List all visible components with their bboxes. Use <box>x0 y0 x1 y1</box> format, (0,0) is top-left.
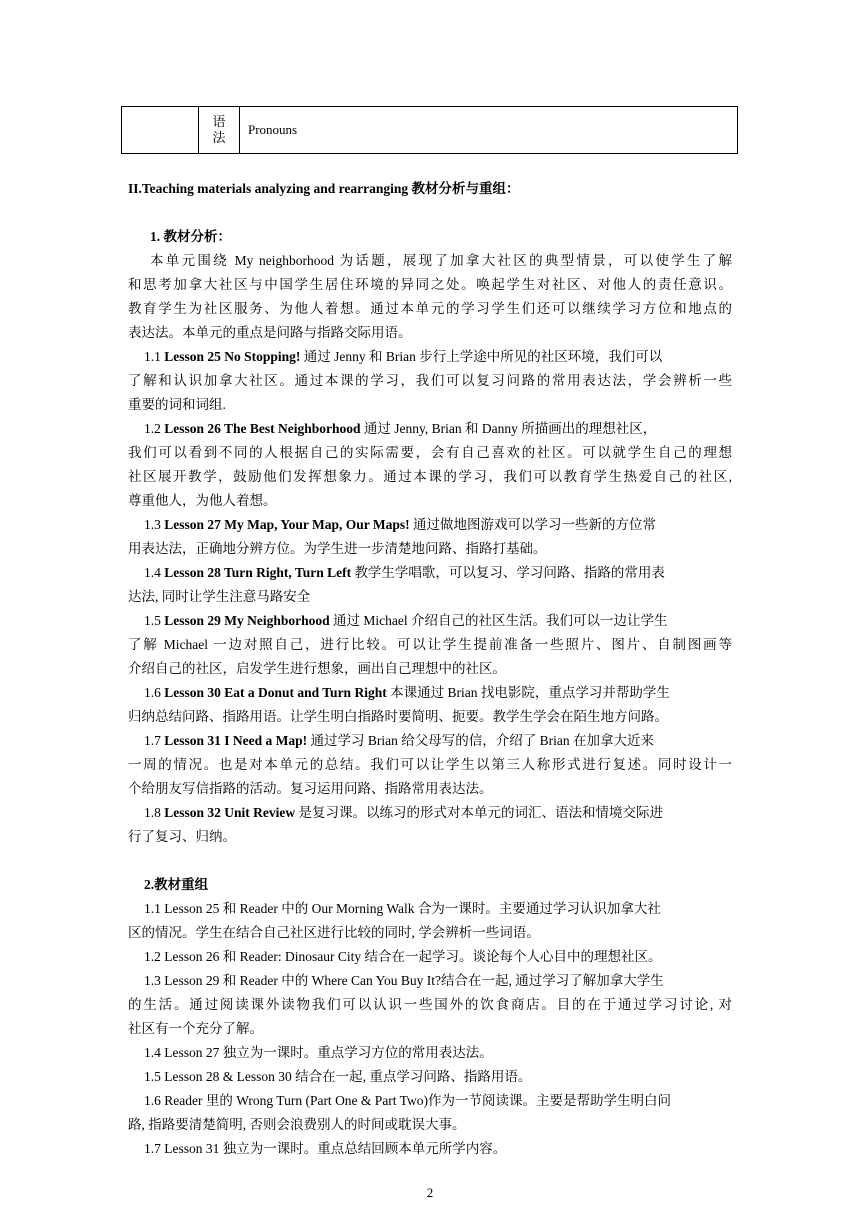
paragraph-line: 用表达法，正确地分辨方位。为学生进一步清楚地问路、指路打基础。 <box>128 541 547 556</box>
lesson-title: Lesson 26 The Best Neighborhood <box>164 421 361 436</box>
lesson-line: 1.1 Lesson 25 No Stopping! 通过 Jenny 和 Brian 步行上学途中所见的社区环境，我们可以 <box>144 349 663 364</box>
lesson-title: Lesson 30 Eat a Donut and Turn Right <box>164 685 387 700</box>
lesson-title: Lesson 28 Turn Right, Turn Left <box>164 565 352 580</box>
lesson-title: Lesson 27 My Map, Your Map, Our Maps! <box>164 517 410 532</box>
paragraph-line: 归纳总结问路、指路用语。让学生明白指路时要简明、扼要。教学生学会在陌生地方问路。 <box>128 709 668 724</box>
grammar-table <box>121 106 738 154</box>
part2-heading: 2.教材重组 <box>144 877 209 892</box>
paragraph-line: 一周的情况。也是对本单元的总结。我们可以让学生以第三人称形式进行复述。同时设计一 <box>128 757 732 772</box>
paragraph-line: 重要的词和词组. <box>128 397 226 412</box>
lesson-line: 1.7 Lesson 31 I Need a Map! 通过学习 Brian 给父母写的信，介绍了 Brian 在加拿大近来 <box>144 733 655 748</box>
table-cell-label <box>199 107 240 154</box>
table-cell-value: Pronouns <box>240 107 738 154</box>
lesson-line: 1.6 Lesson 30 Eat a Donut and Turn Right 本课通过 Brian 找电影院，重点学习并帮助学生 <box>144 685 670 700</box>
lesson-line: 1.3 Lesson 27 My Map, Your Map, Our Maps! 通过做地图游戏可以学习一些新的方位常 <box>144 517 657 532</box>
list-item: 1.5 Lesson 28 & Lesson 30 结合在一起, 重点学习问路、指路用语。 <box>144 1069 532 1084</box>
list-item-cont: 路, 指路要清楚简明, 否则会浪费别人的时间或耽误大事。 <box>128 1117 466 1132</box>
list-item: 1.1 Lesson 25 和 Reader 中的 Our Morning Walk 合为一课时。主要通过学习认识加拿大社 <box>144 901 661 916</box>
paragraph-line: 尊重他人，为他人着想。 <box>128 493 277 508</box>
paragraph-line: 社区展开教学，鼓励他们发挥想象力。通过本课的学习，我们可以教育学生热爱自己的社区, <box>128 469 732 484</box>
paragraph-line: 行了复习、归纳。 <box>128 829 236 844</box>
lesson-line: 1.4 Lesson 28 Turn Right, Turn Left 教学生学唱歌，可以复习、学习问路、指路的常用表 <box>144 565 665 580</box>
paragraph-line: 我们可以看到不同的人根据自己的实际需要，会有自己喜欢的社区。可以就学生自己的理想 <box>128 445 732 460</box>
label-char-2: 法 <box>212 130 226 145</box>
list-item: 1.2 Lesson 26 和 Reader: Dinosaur City 结合在一起学习。谈论每个人心目中的理想社区。 <box>144 949 662 964</box>
page-number: 2 <box>426 1185 434 1200</box>
lesson-title: Lesson 32 Unit Review <box>164 805 296 820</box>
paragraph-line: 达法, 同时让学生注意马路安全 <box>128 589 311 604</box>
list-item: 1.6 Reader 里的 Wrong Turn (Part One & Part Two)作为一节阅读课。主要是帮助学生明白问 <box>144 1093 671 1108</box>
list-item: 1.4 Lesson 27 独立为一课时。重点学习方位的常用表达法。 <box>144 1045 493 1060</box>
lesson-title: Lesson 31 I Need a Map! <box>164 733 308 748</box>
section-heading: II.Teaching materials analyzing and rearranging 教材分析与重组： <box>128 181 520 196</box>
paragraph-line: 本单元围绕 My neighborhood 为话题，展现了加拿大社区的典型情景，可以使学生了解 <box>150 253 732 268</box>
lesson-title: Lesson 25 No Stopping! <box>164 349 301 364</box>
list-item-cont: 社区有一个充分了解。 <box>128 1021 263 1036</box>
lesson-title: Lesson 29 My Neighborhood <box>164 613 330 628</box>
paragraph-line: 介绍自己的社区，启发学生进行想象，画出自己理想中的社区。 <box>128 661 506 676</box>
part1-heading: 1. 教材分析： <box>150 229 231 244</box>
paragraph-line: 了解 Michael 一边对照自己，进行比较。可以让学生提前准备一些照片、图片、自制图画等 <box>128 637 732 652</box>
list-item-cont: 区的情况。学生在结合自己社区进行比较的同时, 学会辨析一些词语。 <box>128 925 540 940</box>
paragraph-line: 了解和认识加拿大社区。通过本课的学习，我们可以复习问路的常用表达法，学会辨析一些 <box>128 373 732 388</box>
list-item-cont: 的生活。通过阅读课外读物我们可以认识一些国外的饮食商店。目的在于通过学习讨论, 对 <box>128 997 732 1012</box>
label-char-1: 语 <box>212 114 226 129</box>
lesson-line: 1.8 Lesson 32 Unit Review 是复习课。以练习的形式对本单元的词汇、语法和情境交际进 <box>144 805 663 820</box>
lesson-line: 1.2 Lesson 26 The Best Neighborhood 通过 Jenny, Brian 和 Danny 所描画出的理想社区， <box>144 421 657 436</box>
paragraph-line: 教育学生为社区服务、为他人着想。通过本单元的学习学生们还可以继续学习方位和地点的 <box>128 301 732 316</box>
table-cell-empty <box>122 107 199 154</box>
list-item: 1.3 Lesson 29 和 Reader 中的 Where Can You Buy It?结合在一起, 通过学习了解加拿大学生 <box>144 973 664 988</box>
table-row <box>122 107 738 154</box>
paragraph-line: 个给朋友写信指路的活动。复习运用问路、指路常用表达法。 <box>128 781 493 796</box>
lesson-line: 1.5 Lesson 29 My Neighborhood 通过 Michael 介绍自己的社区生活。我们可以一边让学生 <box>144 613 668 628</box>
list-item: 1.7 Lesson 31 独立为一课时。重点总结回顾本单元所学内容。 <box>144 1141 507 1156</box>
paragraph-line: 和思考加拿大社区与中国学生居住环境的异同之处。唤起学生对社区、对他人的责任意识。 <box>128 277 732 292</box>
paragraph-line: 表达法。本单元的重点是问路与指路交际用语。 <box>128 325 412 340</box>
